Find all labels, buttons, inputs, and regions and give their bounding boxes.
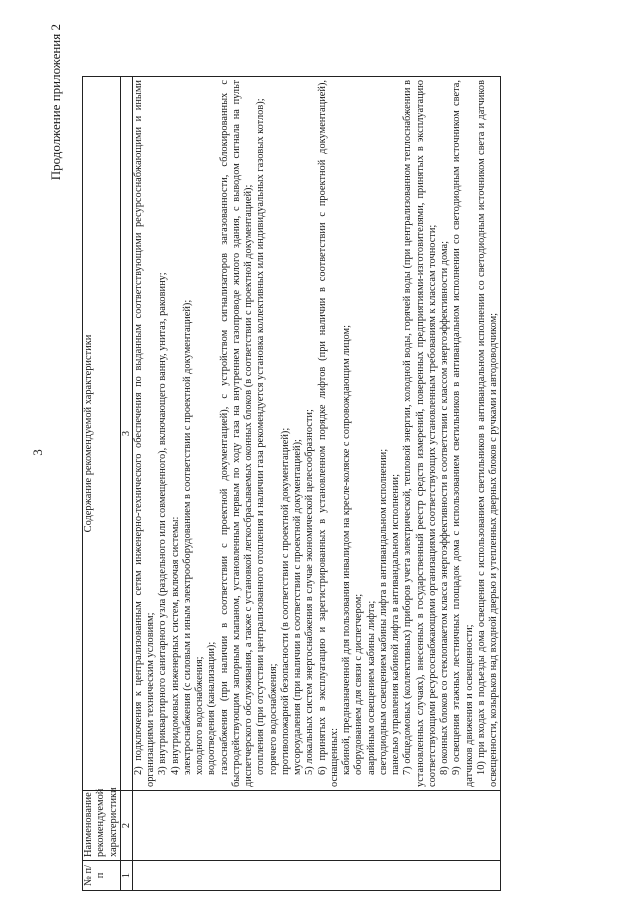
content-paragraph: электроснабжения (с силовым и иным электрооборудованием в соответствии с проектной документацией);: [181, 299, 193, 775]
characteristics-table: [82, 76, 501, 891]
content-paragraph: водоотведения (канализации);: [206, 641, 218, 775]
table-row: [132, 77, 501, 891]
content-paragraph: 10) при входах в подъезды дома освещения с использованием светильников в антивандальном исполнении со светодиодным источником света и датчиков освещенности, козырьков над входной дверью и утепленных дверных блоков с ручками и автодоводчиком;: [475, 80, 499, 787]
content-paragraph: 9) освещения этажных лестничных площадок дома с использованием светильников в антивандальном исполнении со светодиодным источником света, датчиков движения и освещенности;: [451, 80, 475, 787]
column-number: 3: [120, 77, 132, 791]
content-paragraph: светодиодным освещением кабины лифта в антивандальном исполнении;: [377, 448, 389, 775]
content-paragraph: противопожарной безопасности (в соответствии с проектной документацией);: [279, 427, 291, 775]
table-header-row: [83, 77, 121, 891]
content-cell: [132, 77, 501, 791]
content-paragraph: аварийным освещением кабины лифта;: [365, 600, 377, 775]
header-number: № п/п: [83, 861, 121, 891]
content-paragraph: 6) принятых в эксплуатацию и зарегистрированных в установленном порядке лифтов (при наличии в соответствии с проектной документацией), оснащенных:: [316, 80, 340, 787]
content-paragraph: газоснабжения (при наличии в соответствии с проектной документацией), с устройством сигнализаторов загазованности, сблокированных с быстродействующим запорным клапаном, установленным первым по ходу газа на внутреннем газопроводе жилого здания, с выводом сигнала на пульт диспетчерского обслуживания, а также с установкой легкосбрасываемых оконных блоков (в соответствии с проектной документацией);: [218, 80, 254, 787]
continuation-label: Продолжение приложения 2: [48, 24, 63, 181]
number-cell: [132, 861, 501, 891]
content-paragraph: оборудованием для связи с диспетчером;: [353, 593, 365, 775]
content-paragraph: 5) локальных систем энергоснабжения в случае экономической целесообразности;: [304, 409, 316, 775]
content-paragraph: кабиной, предназначенной для пользования инвалидом на кресле-коляске с сопровождающим лицом;: [341, 324, 352, 775]
content-paragraph: отопления (при отсутствии централизованного отопления и наличии газа рекомендуется установка коллективных или индивидуальных газовых котлов);: [255, 98, 267, 775]
content-paragraph: горячего водоснабжения;: [267, 663, 279, 775]
name-cell: [132, 791, 501, 861]
page-number: 3: [30, 449, 45, 456]
content-paragraph: 3) внутриквартирного санитарного узла (раздельного или совмещенного), включающего ванну, унитаз, раковину;: [157, 272, 169, 775]
content-paragraph: 4) внутридомовых инженерных систем, включая системы:: [169, 516, 181, 775]
content-paragraph: панелью управления кабиной лифта в антивандальном исполнении;: [390, 474, 401, 775]
header-name: Наименование рекомендуемой характеристики: [83, 791, 121, 861]
column-number: 2: [120, 791, 132, 861]
content-paragraph: 8) оконных блоков со стеклопакетом класса энергоэффективности в соответствии с классом энергоэффективности дома;: [439, 240, 450, 775]
column-number-row: [120, 77, 132, 891]
content-paragraph: 7) общедомовых (коллективных) приборов учета электрической, тепловой энергии, холодной воды, горячей воды (при централизованном теплоснабжении в установленных случаях), внесенных в государственный реестр средств измерений, поверенных предприятиями-изготовителями, принятых в эксплуатацию соответствующими ресурсоснабжающими организациями соответствующих установленным требованиям к классам точности;: [402, 80, 438, 787]
content-paragraph: мусороудаления (при наличии в соответствии с проектной документацией);: [292, 439, 303, 775]
column-number: 1: [120, 861, 132, 891]
header-content: Содержание рекомендуемой характеристики: [83, 77, 121, 791]
content-paragraph: холодного водоснабжения;: [194, 656, 205, 775]
content-paragraph: 2) подключения к централизованным сетям инженерно-технического обеспечения по выданным соответствующими ресурсоснабжающими и иными организациями техническим условиям;: [132, 80, 156, 787]
